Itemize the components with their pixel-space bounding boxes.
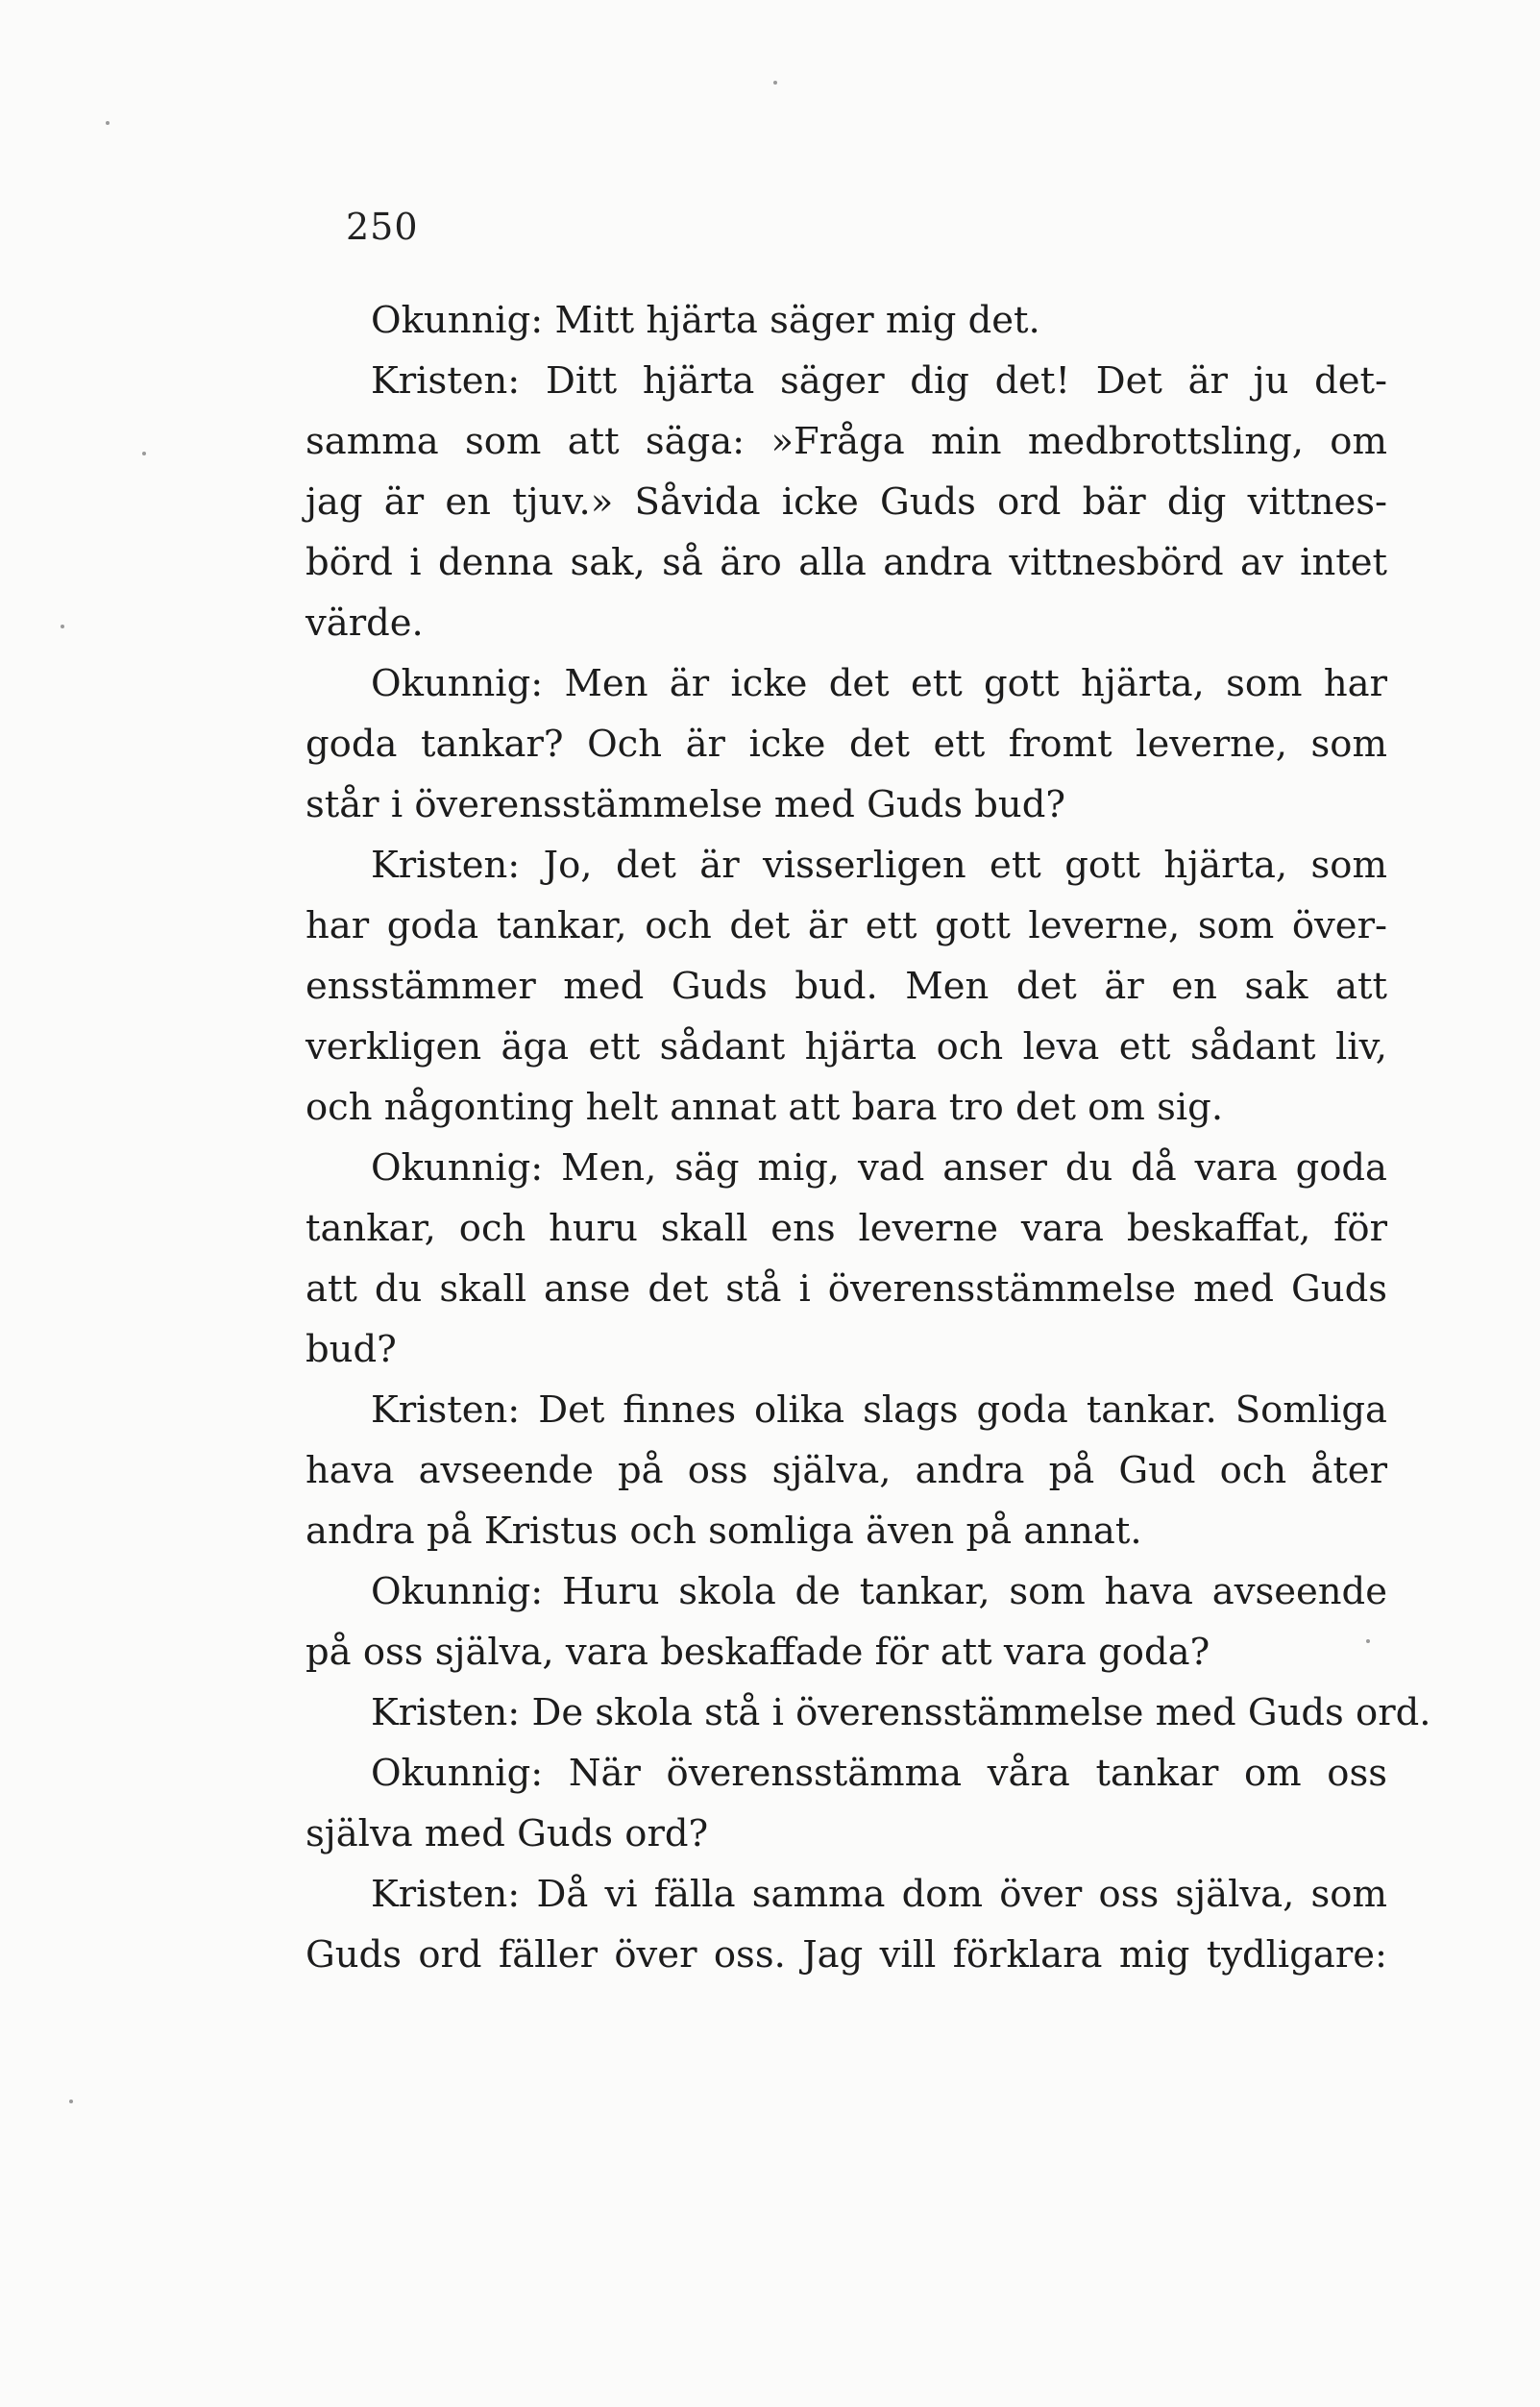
text-line: värde. <box>306 602 424 645</box>
text-line: goda tankar? Och är icke det ett fromt leverne, som <box>306 723 1387 766</box>
text-line: Kristen: Jo, det är visserligen ett gott hjärta, som <box>371 844 1387 887</box>
text-line: själva med Guds ord? <box>306 1812 709 1855</box>
text-line: andra på Kristus och somliga även på annat. <box>306 1510 1142 1553</box>
text-line: och någonting helt annat att bara tro det om sig. <box>306 1086 1224 1129</box>
text-line: Kristen: De skola stå i överensstämmelse med Guds ord. <box>371 1691 1431 1734</box>
text-line: Okunnig: Huru skola de tankar, som hava avseende <box>371 1570 1387 1613</box>
text-line: samma som att säga: »Fråga min medbrottsling, om <box>306 420 1387 463</box>
paper-speck <box>69 2100 73 2103</box>
text-line: står i överensstämmelse med Guds bud? <box>306 783 1065 826</box>
text-line: att du skall anse det stå i överensstämmelse med Guds <box>306 1267 1387 1311</box>
text-line: Kristen: Ditt hjärta säger dig det! Det är ju det- <box>371 359 1387 403</box>
paper-speck <box>142 452 146 455</box>
text-line: jag är en tjuv.» Såvida icke Guds ord bär dig vittnes- <box>306 480 1387 524</box>
text-line: hava avseende på oss själva, andra på Gud och åter <box>306 1449 1387 1492</box>
text-line: Kristen: Då vi fälla samma dom över oss själva, som <box>371 1873 1387 1916</box>
text-line: börd i denna sak, så äro alla andra vittnesbörd av intet <box>306 541 1387 584</box>
paper-speck <box>61 625 64 628</box>
text-line: bud? <box>306 1328 397 1371</box>
text-line: på oss själva, vara beskaffade för att vara goda? <box>306 1631 1210 1674</box>
text-line: verkligen äga ett sådant hjärta och leva ett sådant liv, <box>306 1025 1387 1068</box>
text-line: Okunnig: Men, säg mig, vad anser du då vara goda <box>371 1146 1387 1190</box>
page-number: 250 <box>346 206 419 248</box>
text-line: Guds ord fäller över oss. Jag vill förklara mig tydligare: <box>306 1933 1387 1977</box>
text-line: tankar, och huru skall ens leverne vara beskaffat, för <box>306 1207 1387 1250</box>
paper-speck <box>773 81 777 85</box>
paper-speck <box>106 121 110 125</box>
text-line: ensstämmer med Guds bud. Men det är en sak att <box>306 965 1387 1008</box>
text-line: har goda tankar, och det är ett gott leverne, som över- <box>306 904 1387 947</box>
text-line: Kristen: Det finnes olika slags goda tankar. Somliga <box>371 1388 1387 1432</box>
dialogue-text <box>306 290 1431 1985</box>
text-line: Okunnig: Mitt hjärta säger mig det. <box>371 299 1040 342</box>
paper-speck <box>1366 1639 1370 1643</box>
text-line: Okunnig: Men är icke det ett gott hjärta, som har <box>371 662 1387 705</box>
text-line: Okunnig: När överensstämma våra tankar om oss <box>371 1752 1387 1795</box>
